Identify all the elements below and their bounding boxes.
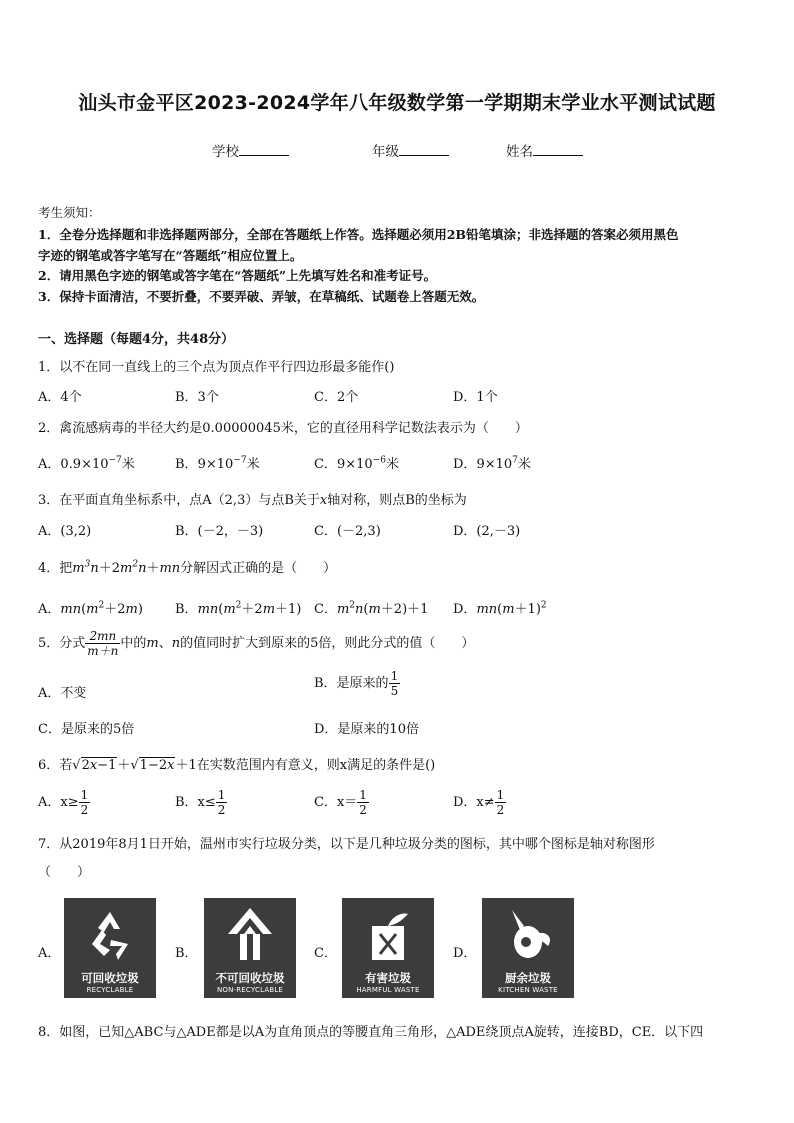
harmful-waste-icon [358, 904, 418, 964]
non-recyclable-icon [220, 904, 280, 964]
q7-option-a: A． [38, 946, 61, 961]
name-field: 姓名 [506, 140, 583, 160]
recycle-icon [80, 904, 140, 964]
q3-option-a: A．(3,2) [38, 524, 92, 539]
question-3: 3．在平面直角坐标系中，点A（2,3）与点B关于x轴对称，则点B的坐标为 [38, 493, 467, 508]
q5-option-d: D．是原来的10倍 [314, 722, 419, 737]
q2-option-a: A．$0.9\times 10^{-7}$米 [38, 455, 135, 472]
question-7: 7．从2019年8月1日开始，温州市实行垃圾分类，以下是几种垃圾分类的图标，其中哪个图标是轴对称图形 [38, 837, 655, 852]
q6-option-b: B．x≤ $\frac{1}{2}$ [175, 788, 226, 817]
q5-option-a: A．不变 [38, 686, 87, 701]
non-recyclable-bin-icon [204, 898, 296, 998]
q2-option-d: D．$9\times 10^7$米 [453, 455, 531, 472]
bin-label-en: HARMFUL WASTE [356, 986, 420, 994]
q4-option-c: C．$m^2n(m+2)+1$ [314, 600, 429, 617]
q5-option-c: C．是原来的5倍 [38, 722, 135, 737]
q1-option-d: D．1个 [453, 390, 498, 405]
page-title: 汕头市金平区2023-2024学年八年级数学第一学期期末学业水平测试试题 [78, 92, 716, 114]
notice-item-3: 3．保持卡面清洁，不要折叠，不要弄破、弄皱，在草稿纸、试题卷上答题无效。 [38, 289, 485, 304]
bin-label-cn: 不可回收垃圾 [215, 971, 285, 985]
bin-label-cn: 有害垃圾 [365, 971, 411, 985]
bin-label-en: NON-RECYCLABLE [216, 986, 284, 994]
q6-option-d: D．x≠ $\frac{1}{2}$ [453, 788, 505, 817]
question-1: 1．以不在同一直线上的三个点为顶点作平行四边形最多能作() [38, 360, 395, 375]
q4-option-b: B．$mn(m^2+2m+1)$ [175, 600, 302, 617]
q1-option-c: C．2个 [314, 390, 359, 405]
question-6: 6．若√2x−1＋√1−2x＋1在实数范围内有意义，则x满足的条件是() [38, 758, 436, 773]
question-8: 8．如图，已知△ABC与△ADE都是以A为直角顶点的等腰直角三角形，△ADE绕顶点A旋转，连接BD，CE．以下四 [38, 1025, 704, 1040]
q5-option-b: B．是原来的 $\frac{1}{5}$ [314, 669, 399, 698]
notice-item-2: 2．请用黑色字迹的钢笔或答字笔在“答题纸”上先填写姓名和准考证号。 [38, 268, 437, 283]
q3-option-d: D．(2,－3) [453, 524, 521, 539]
q4-option-a: A．$mn(m^2+2m)$ [38, 600, 143, 617]
harmful-bin-icon [342, 898, 434, 998]
q6-option-a: A．x≥ $\frac{1}{2}$ [38, 788, 89, 817]
bin-label-cn: 可回收垃圾 [81, 971, 139, 985]
question-7-paren: （ ） [38, 865, 91, 880]
bin-label-en: KITCHEN WASTE [498, 986, 558, 994]
notice-item-1: 1．全卷分选择题和非选择题两部分，全部在答题纸上作答。选择题必须用2B铅笔填涂；非选择题的答案必须用黑色 [38, 227, 679, 242]
q2-option-c: C．$9\times 10^{-6}$米 [314, 455, 399, 472]
q1-option-b: B．3个 [175, 390, 219, 405]
section-heading: 一、选择题（每题4分，共48分） [38, 332, 235, 347]
q2-option-b: B．$9\times 10^{-7}$米 [175, 455, 260, 472]
notice-heading: 考生须知： [38, 205, 101, 220]
bin-label-en: RECYCLABLE [86, 986, 134, 994]
notice-item-1-cont: 字迹的钢笔或答字笔写在“答题纸”相应位置上。 [38, 248, 303, 263]
kitchen-bin-icon [482, 898, 574, 998]
kitchen-waste-icon [498, 904, 558, 964]
school-field: 学校 [212, 140, 289, 160]
q1-option-a: A．4个 [38, 390, 82, 405]
q7-option-b: B． [175, 946, 198, 961]
question-5: 5．分式 $\frac{2mn}{m+n}$ 中的m、n的值同时扩大到原来的5倍，则此分式的值（ ） [38, 629, 475, 658]
q7-option-d: D． [453, 946, 477, 961]
question-4: 4．把$m^3n+2m^2n+mn$分解因式正确的是（ ） [38, 559, 337, 576]
q3-option-b: B．(－2，－3) [175, 524, 264, 539]
grade-field: 年级 [372, 140, 449, 160]
recyclable-bin-icon [64, 898, 156, 998]
q6-option-c: C．x＝ $\frac{1}{2}$ [314, 788, 367, 817]
question-2: 2．禽流感病毒的半径大约是0.00000045米，它的直径用科学记数法表示为（ ） [38, 421, 528, 436]
q3-option-c: C．(－2,3) [314, 524, 381, 539]
q7-option-c: C． [314, 946, 337, 961]
q4-option-d: D．$mn(m+1)^2$ [453, 600, 547, 617]
bin-label-cn: 厨余垃圾 [505, 971, 551, 985]
